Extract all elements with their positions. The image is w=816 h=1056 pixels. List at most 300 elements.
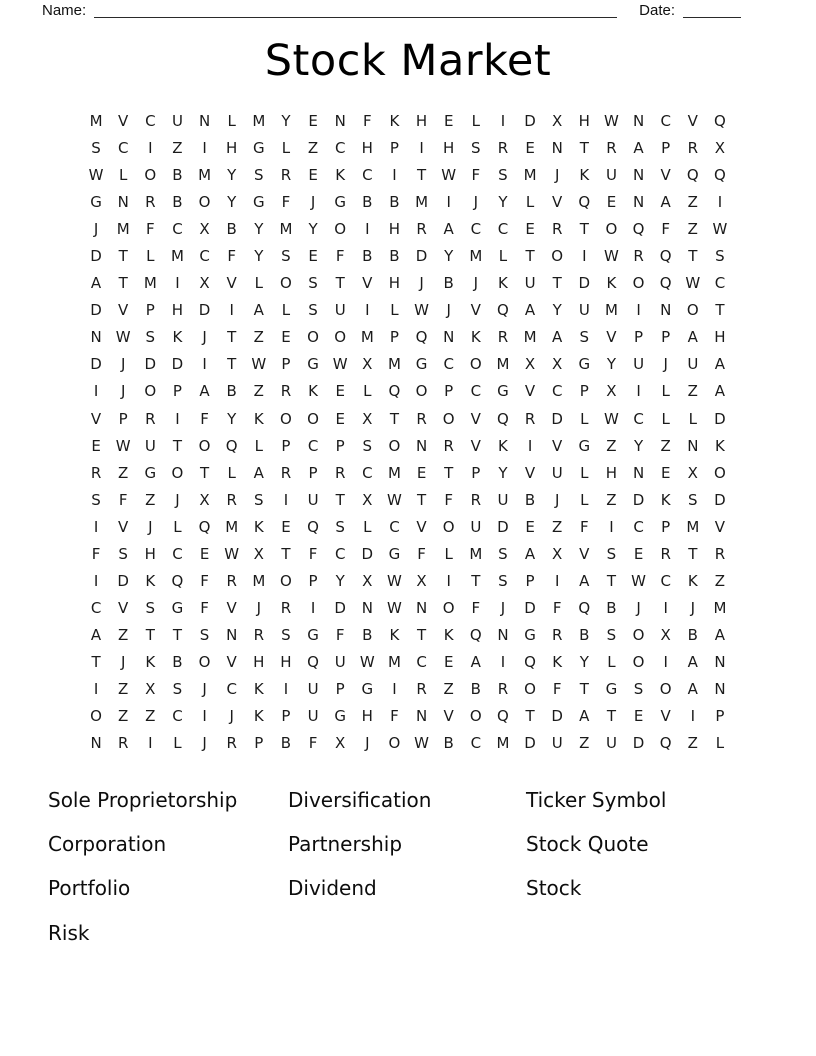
- grid-letter: Z: [145, 707, 156, 726]
- grid-letter: B: [389, 247, 400, 266]
- grid-letter: M: [170, 247, 184, 266]
- grid-letter: J: [120, 355, 126, 374]
- grid-letter: S: [471, 139, 481, 158]
- grid-letter: N: [687, 436, 699, 455]
- grid-letter: X: [362, 409, 373, 428]
- grid-letter: L: [363, 517, 372, 536]
- grid-letter: Y: [254, 220, 264, 239]
- grid-letter: Q: [497, 707, 509, 726]
- grid-letter: F: [308, 734, 318, 753]
- grid-letter: E: [660, 463, 671, 482]
- grid-letter: W: [604, 409, 619, 428]
- grid-letter: V: [579, 544, 590, 563]
- grid-letter: M: [415, 193, 429, 212]
- grid-letter: C: [633, 409, 644, 428]
- grid-letter: J: [175, 490, 180, 509]
- grid-letter: Y: [308, 220, 318, 239]
- grid-letter: J: [365, 734, 370, 753]
- header: [0, 0, 816, 19]
- grid-letter: O: [198, 436, 211, 455]
- grid-letter: L: [119, 166, 128, 185]
- grid-letter: R: [226, 734, 237, 753]
- grid-letter: S: [281, 247, 291, 266]
- grid-letter: K: [389, 625, 400, 644]
- grid-letter: Q: [578, 598, 591, 617]
- grid-letter: I: [93, 517, 99, 536]
- grid-letter: U: [605, 166, 617, 185]
- grid-letter: W: [251, 355, 267, 374]
- grid-letter: V: [118, 598, 129, 617]
- grid-letter: G: [578, 436, 591, 455]
- grid-letter: O: [307, 328, 319, 347]
- grid-letter: V: [552, 193, 563, 212]
- grid-letter: Z: [687, 220, 698, 239]
- grid-letter: J: [202, 328, 207, 347]
- grid-letter: N: [117, 193, 129, 212]
- grid-letter: L: [661, 409, 670, 428]
- grid-letter: O: [90, 707, 102, 726]
- grid-letter: O: [524, 679, 536, 698]
- grid-letter: C: [551, 382, 563, 401]
- grid-letter: I: [554, 571, 560, 590]
- word-bank-word: Risk: [48, 920, 90, 945]
- grid-letter: J: [229, 707, 234, 726]
- grid-letter: I: [202, 139, 207, 158]
- grid-letter: G: [253, 139, 265, 158]
- grid-letter: Y: [633, 436, 644, 455]
- grid-letter: K: [443, 625, 454, 644]
- grid-letter: L: [390, 301, 399, 320]
- grid-letter: O: [469, 355, 482, 374]
- word-bank-word: Dividend: [288, 876, 377, 901]
- grid-letter: O: [632, 274, 645, 293]
- grid-letter: N: [226, 625, 238, 644]
- grid-letter: A: [633, 139, 644, 158]
- grid-letter: C: [199, 247, 210, 266]
- grid-letter: I: [392, 166, 397, 185]
- grid-letter: D: [578, 274, 591, 293]
- grid-letter: E: [335, 382, 345, 401]
- name-blank-line: [94, 4, 617, 18]
- grid-letter: Q: [171, 571, 184, 590]
- grid-letter: O: [415, 382, 428, 401]
- grid-letter: B: [470, 679, 481, 698]
- grid-letter: Q: [714, 166, 726, 185]
- grid-letter: W: [332, 355, 348, 374]
- grid-letter: C: [714, 274, 726, 293]
- grid-letter: B: [362, 193, 373, 212]
- grid-letter: D: [198, 301, 211, 320]
- grid-letter: D: [361, 544, 374, 563]
- grid-letter: X: [552, 355, 563, 374]
- grid-letter: W: [604, 247, 619, 266]
- grid-letter: R: [334, 463, 346, 482]
- grid-letter: S: [91, 139, 101, 158]
- grid-letter: O: [334, 328, 347, 347]
- grid-letter: I: [500, 652, 506, 671]
- grid-letter: Z: [687, 382, 698, 401]
- grid-letter: O: [632, 625, 645, 644]
- grid-letter: N: [714, 679, 726, 698]
- grid-letter: N: [90, 734, 102, 753]
- grid-letter: P: [281, 436, 291, 455]
- grid-letter: P: [308, 463, 318, 482]
- grid-letter: R: [280, 382, 292, 401]
- grid-letter: L: [227, 112, 236, 130]
- grid-letter: G: [415, 355, 428, 374]
- grid-letter: R: [551, 625, 563, 644]
- grid-letter: C: [470, 220, 482, 239]
- grid-letter: J: [636, 598, 641, 617]
- grid-letter: H: [578, 112, 590, 130]
- grid-letter: F: [281, 193, 291, 212]
- grid-letter: I: [717, 193, 723, 212]
- grid-letter: I: [283, 490, 289, 509]
- grid-letter: S: [498, 166, 508, 185]
- grid-letter: E: [281, 517, 291, 536]
- grid-letter: T: [606, 571, 617, 590]
- grid-letter: I: [175, 409, 180, 428]
- grid-letter: L: [688, 409, 697, 428]
- grid-letter: Z: [253, 382, 264, 401]
- grid-letter: Q: [714, 112, 726, 130]
- grid-letter: F: [579, 517, 589, 536]
- grid-letter: I: [609, 517, 614, 536]
- grid-letter: I: [365, 220, 370, 239]
- grid-letter: X: [416, 571, 427, 590]
- grid-letter: L: [525, 193, 535, 212]
- grid-letter: E: [633, 707, 644, 726]
- grid-letter: P: [471, 463, 481, 482]
- grid-letter: S: [254, 490, 264, 509]
- grid-letter: M: [143, 274, 157, 293]
- grid-letter: W: [604, 112, 619, 130]
- grid-letter: E: [308, 247, 318, 266]
- grid-letter: E: [281, 328, 291, 347]
- grid-letter: G: [307, 625, 319, 644]
- grid-letter: K: [253, 517, 264, 536]
- grid-letter: R: [253, 625, 265, 644]
- grid-letter: D: [632, 734, 645, 753]
- grid-letter: U: [307, 490, 319, 509]
- grid-letter: T: [444, 463, 454, 482]
- grid-letter: O: [307, 409, 319, 428]
- grid-letter: T: [688, 247, 698, 266]
- grid-letter: J: [419, 274, 424, 293]
- grid-letter: T: [688, 544, 698, 563]
- grid-letter: J: [473, 274, 479, 293]
- grid-letter: H: [361, 707, 373, 726]
- grid-letter: F: [335, 247, 345, 266]
- grid-letter: S: [606, 625, 617, 644]
- grid-letter: M: [279, 220, 293, 239]
- grid-letter: C: [660, 112, 671, 130]
- grid-letter: Y: [254, 247, 264, 266]
- grid-letter: Z: [172, 139, 183, 158]
- grid-letter: P: [254, 734, 264, 753]
- grid-letter: R: [470, 490, 482, 509]
- grid-letter: A: [524, 301, 536, 320]
- grid-letter: Z: [714, 571, 726, 590]
- grid-letter: A: [524, 544, 536, 563]
- grid-letter: Z: [687, 734, 698, 753]
- grid-letter: R: [280, 166, 292, 185]
- grid-letter: S: [498, 571, 508, 590]
- grid-letter: I: [663, 598, 668, 617]
- grid-letter: S: [281, 625, 291, 644]
- grid-letter: P: [281, 355, 291, 374]
- word-bank-word: Ticker Symbol: [526, 788, 667, 813]
- grid-letter: P: [525, 571, 535, 590]
- grid-letter: L: [227, 463, 236, 482]
- grid-letter: S: [254, 166, 264, 185]
- grid-letter: P: [389, 139, 399, 158]
- grid-letter: T: [471, 571, 481, 590]
- grid-letter: S: [579, 328, 590, 347]
- grid-letter: A: [687, 679, 698, 698]
- grid-letter: H: [144, 544, 156, 563]
- grid-letter: C: [362, 463, 373, 482]
- grid-letter: K: [172, 328, 183, 347]
- grid-letter: T: [552, 274, 562, 293]
- grid-letter: B: [606, 598, 617, 617]
- grid-letter: N: [714, 652, 726, 671]
- grid-letter: T: [416, 166, 427, 185]
- grid-letter: H: [226, 139, 238, 158]
- grid-letter: O: [280, 409, 292, 428]
- grid-letter: K: [253, 707, 264, 726]
- grid-letter: T: [335, 490, 345, 509]
- grid-letter: B: [389, 193, 400, 212]
- grid-letter: C: [633, 517, 644, 536]
- grid-letter: T: [416, 625, 427, 644]
- grid-letter: V: [660, 707, 671, 726]
- grid-letter: P: [661, 139, 671, 158]
- grid-letter: U: [605, 734, 617, 753]
- grid-letter: M: [225, 517, 239, 536]
- grid-letter: B: [362, 625, 373, 644]
- grid-letter: F: [362, 112, 372, 130]
- grid-letter: O: [198, 193, 211, 212]
- grid-letter: E: [335, 409, 345, 428]
- grid-letter: Q: [632, 220, 645, 239]
- grid-letter: T: [389, 409, 400, 428]
- grid-letter: B: [687, 625, 698, 644]
- grid-letter: P: [145, 301, 155, 320]
- grid-letter: F: [417, 544, 426, 563]
- grid-letter: Y: [498, 463, 508, 482]
- grid-letter: X: [524, 355, 536, 374]
- grid-letter: Z: [145, 490, 156, 509]
- grid-letter: F: [390, 707, 399, 726]
- grid-letter: W: [387, 571, 402, 590]
- grid-letter: Q: [659, 734, 672, 753]
- grid-letter: T: [715, 301, 725, 320]
- grid-letter: B: [362, 247, 373, 266]
- grid-letter: U: [497, 490, 509, 509]
- grid-letter: S: [335, 517, 345, 536]
- grid-letter: X: [362, 490, 373, 509]
- grid-letter: W: [115, 436, 131, 455]
- grid-letter: G: [497, 382, 509, 401]
- grid-letter: N: [660, 301, 672, 320]
- grid-letter: L: [607, 652, 616, 671]
- grid-letter: K: [687, 571, 698, 590]
- grid-letter: B: [172, 193, 183, 212]
- word-bank-word: Stock: [526, 876, 582, 901]
- grid-letter: H: [443, 139, 455, 158]
- grid-letter: M: [198, 166, 212, 185]
- word-bank: [0, 778, 816, 955]
- grid-letter: G: [144, 463, 157, 482]
- grid-letter: N: [443, 328, 455, 347]
- grid-letter: R: [497, 679, 509, 698]
- grid-letter: R: [280, 598, 292, 617]
- grid-letter: I: [148, 139, 153, 158]
- grid-letter: N: [551, 139, 563, 158]
- grid-letter: B: [443, 274, 454, 293]
- grid-letter: C: [145, 112, 156, 130]
- grid-letter: R: [497, 139, 509, 158]
- grid-letter: A: [199, 382, 210, 401]
- grid-letter: P: [335, 436, 345, 455]
- grid-letter: Z: [118, 707, 129, 726]
- grid-letter: K: [579, 166, 590, 185]
- grid-letter: R: [280, 463, 292, 482]
- word-bank-word: Diversification: [288, 788, 432, 813]
- grid-letter: S: [91, 490, 101, 509]
- grid-letter: Z: [118, 463, 129, 482]
- grid-letter: J: [690, 598, 696, 617]
- grid-letter: M: [387, 355, 401, 374]
- grid-letter: K: [606, 274, 617, 293]
- grid-letter: S: [688, 490, 698, 509]
- grid-letter: G: [334, 193, 346, 212]
- grid-letter: Q: [497, 301, 509, 320]
- grid-letter: N: [415, 598, 428, 617]
- grid-letter: O: [280, 274, 292, 293]
- grid-letter: W: [88, 166, 104, 185]
- grid-letter: P: [444, 382, 454, 401]
- grid-letter: Q: [415, 328, 428, 347]
- grid-letter: S: [308, 274, 318, 293]
- grid-letter: V: [470, 409, 481, 428]
- grid-letter: T: [579, 220, 589, 239]
- grid-letter: K: [253, 679, 264, 698]
- grid-letter: G: [578, 355, 591, 374]
- grid-letter: J: [93, 220, 99, 239]
- grid-letter: T: [172, 625, 183, 644]
- grid-letter: I: [636, 301, 641, 320]
- grid-letter: R: [226, 571, 237, 590]
- grid-letter: S: [145, 328, 156, 347]
- grid-letter: Z: [579, 734, 590, 753]
- grid-letter: T: [525, 247, 535, 266]
- grid-letter: J: [554, 166, 560, 185]
- grid-letter: T: [91, 652, 101, 671]
- grid-letter: R: [551, 220, 563, 239]
- grid-letter: D: [117, 571, 129, 590]
- grid-letter: P: [308, 571, 318, 590]
- grid-letter: E: [443, 652, 454, 671]
- grid-letter: G: [253, 193, 265, 212]
- grid-letter: I: [93, 382, 99, 401]
- grid-letter: M: [252, 571, 266, 590]
- grid-letter: F: [661, 220, 670, 239]
- grid-letter: A: [470, 652, 481, 671]
- grid-letter: T: [335, 274, 345, 293]
- name-label: Name:: [42, 2, 87, 19]
- word-bank-column: [288, 778, 526, 955]
- grid-letter: X: [606, 382, 617, 401]
- grid-letter: M: [604, 301, 618, 320]
- grid-letter: Q: [198, 517, 211, 536]
- grid-letter: C: [470, 382, 482, 401]
- grid-letter: K: [660, 490, 671, 509]
- grid-letter: M: [523, 166, 537, 185]
- grid-letter: M: [469, 544, 483, 563]
- grid-letter: J: [554, 490, 560, 509]
- grid-letter: C: [172, 707, 183, 726]
- grid-letter: C: [362, 166, 373, 185]
- grid-letter: C: [307, 436, 319, 455]
- grid-letter: V: [226, 274, 237, 293]
- grid-letter: S: [199, 625, 210, 644]
- grid-letter: F: [552, 679, 562, 698]
- grid-letter: D: [524, 112, 536, 130]
- grid-letter: K: [145, 652, 156, 671]
- grid-letter: W: [387, 598, 402, 617]
- grid-letter: R: [90, 463, 102, 482]
- grid-letter: C: [497, 220, 509, 239]
- grid-letter: I: [202, 355, 207, 374]
- grid-letter: J: [202, 734, 207, 753]
- grid-letter: A: [714, 625, 726, 644]
- grid-letter: D: [632, 490, 645, 509]
- grid-letter: I: [582, 247, 587, 266]
- grid-letter: C: [172, 544, 183, 563]
- grid-letter: U: [551, 463, 563, 482]
- grid-letter: Y: [227, 409, 237, 428]
- grid-letter: Z: [552, 517, 563, 536]
- grid-letter: R: [524, 409, 536, 428]
- grid-letter: R: [497, 328, 509, 347]
- grid-letter: F: [471, 166, 481, 185]
- grid-letter: B: [524, 490, 536, 509]
- grid-letter: O: [334, 220, 347, 239]
- grid-letter: F: [552, 598, 562, 617]
- grid-letter: V: [660, 166, 671, 185]
- grid-letter: L: [444, 544, 453, 563]
- grid-letter: M: [496, 734, 510, 753]
- grid-letter: B: [443, 734, 454, 753]
- grid-letter: K: [308, 382, 318, 401]
- grid-letter: W: [414, 734, 429, 753]
- grid-letter: J: [500, 598, 506, 617]
- grid-letter: R: [416, 409, 427, 428]
- grid-letter: U: [687, 355, 699, 374]
- grid-letter: M: [387, 652, 401, 671]
- grid-letter: I: [446, 571, 451, 590]
- grid-letter: W: [712, 220, 728, 239]
- grid-letter: F: [227, 247, 236, 266]
- grid-letter: L: [580, 463, 589, 482]
- grid-letter: K: [498, 436, 508, 455]
- grid-letter: L: [173, 734, 182, 753]
- grid-letter: D: [551, 409, 563, 428]
- grid-letter: W: [414, 301, 429, 320]
- date-blank-line: [683, 4, 741, 18]
